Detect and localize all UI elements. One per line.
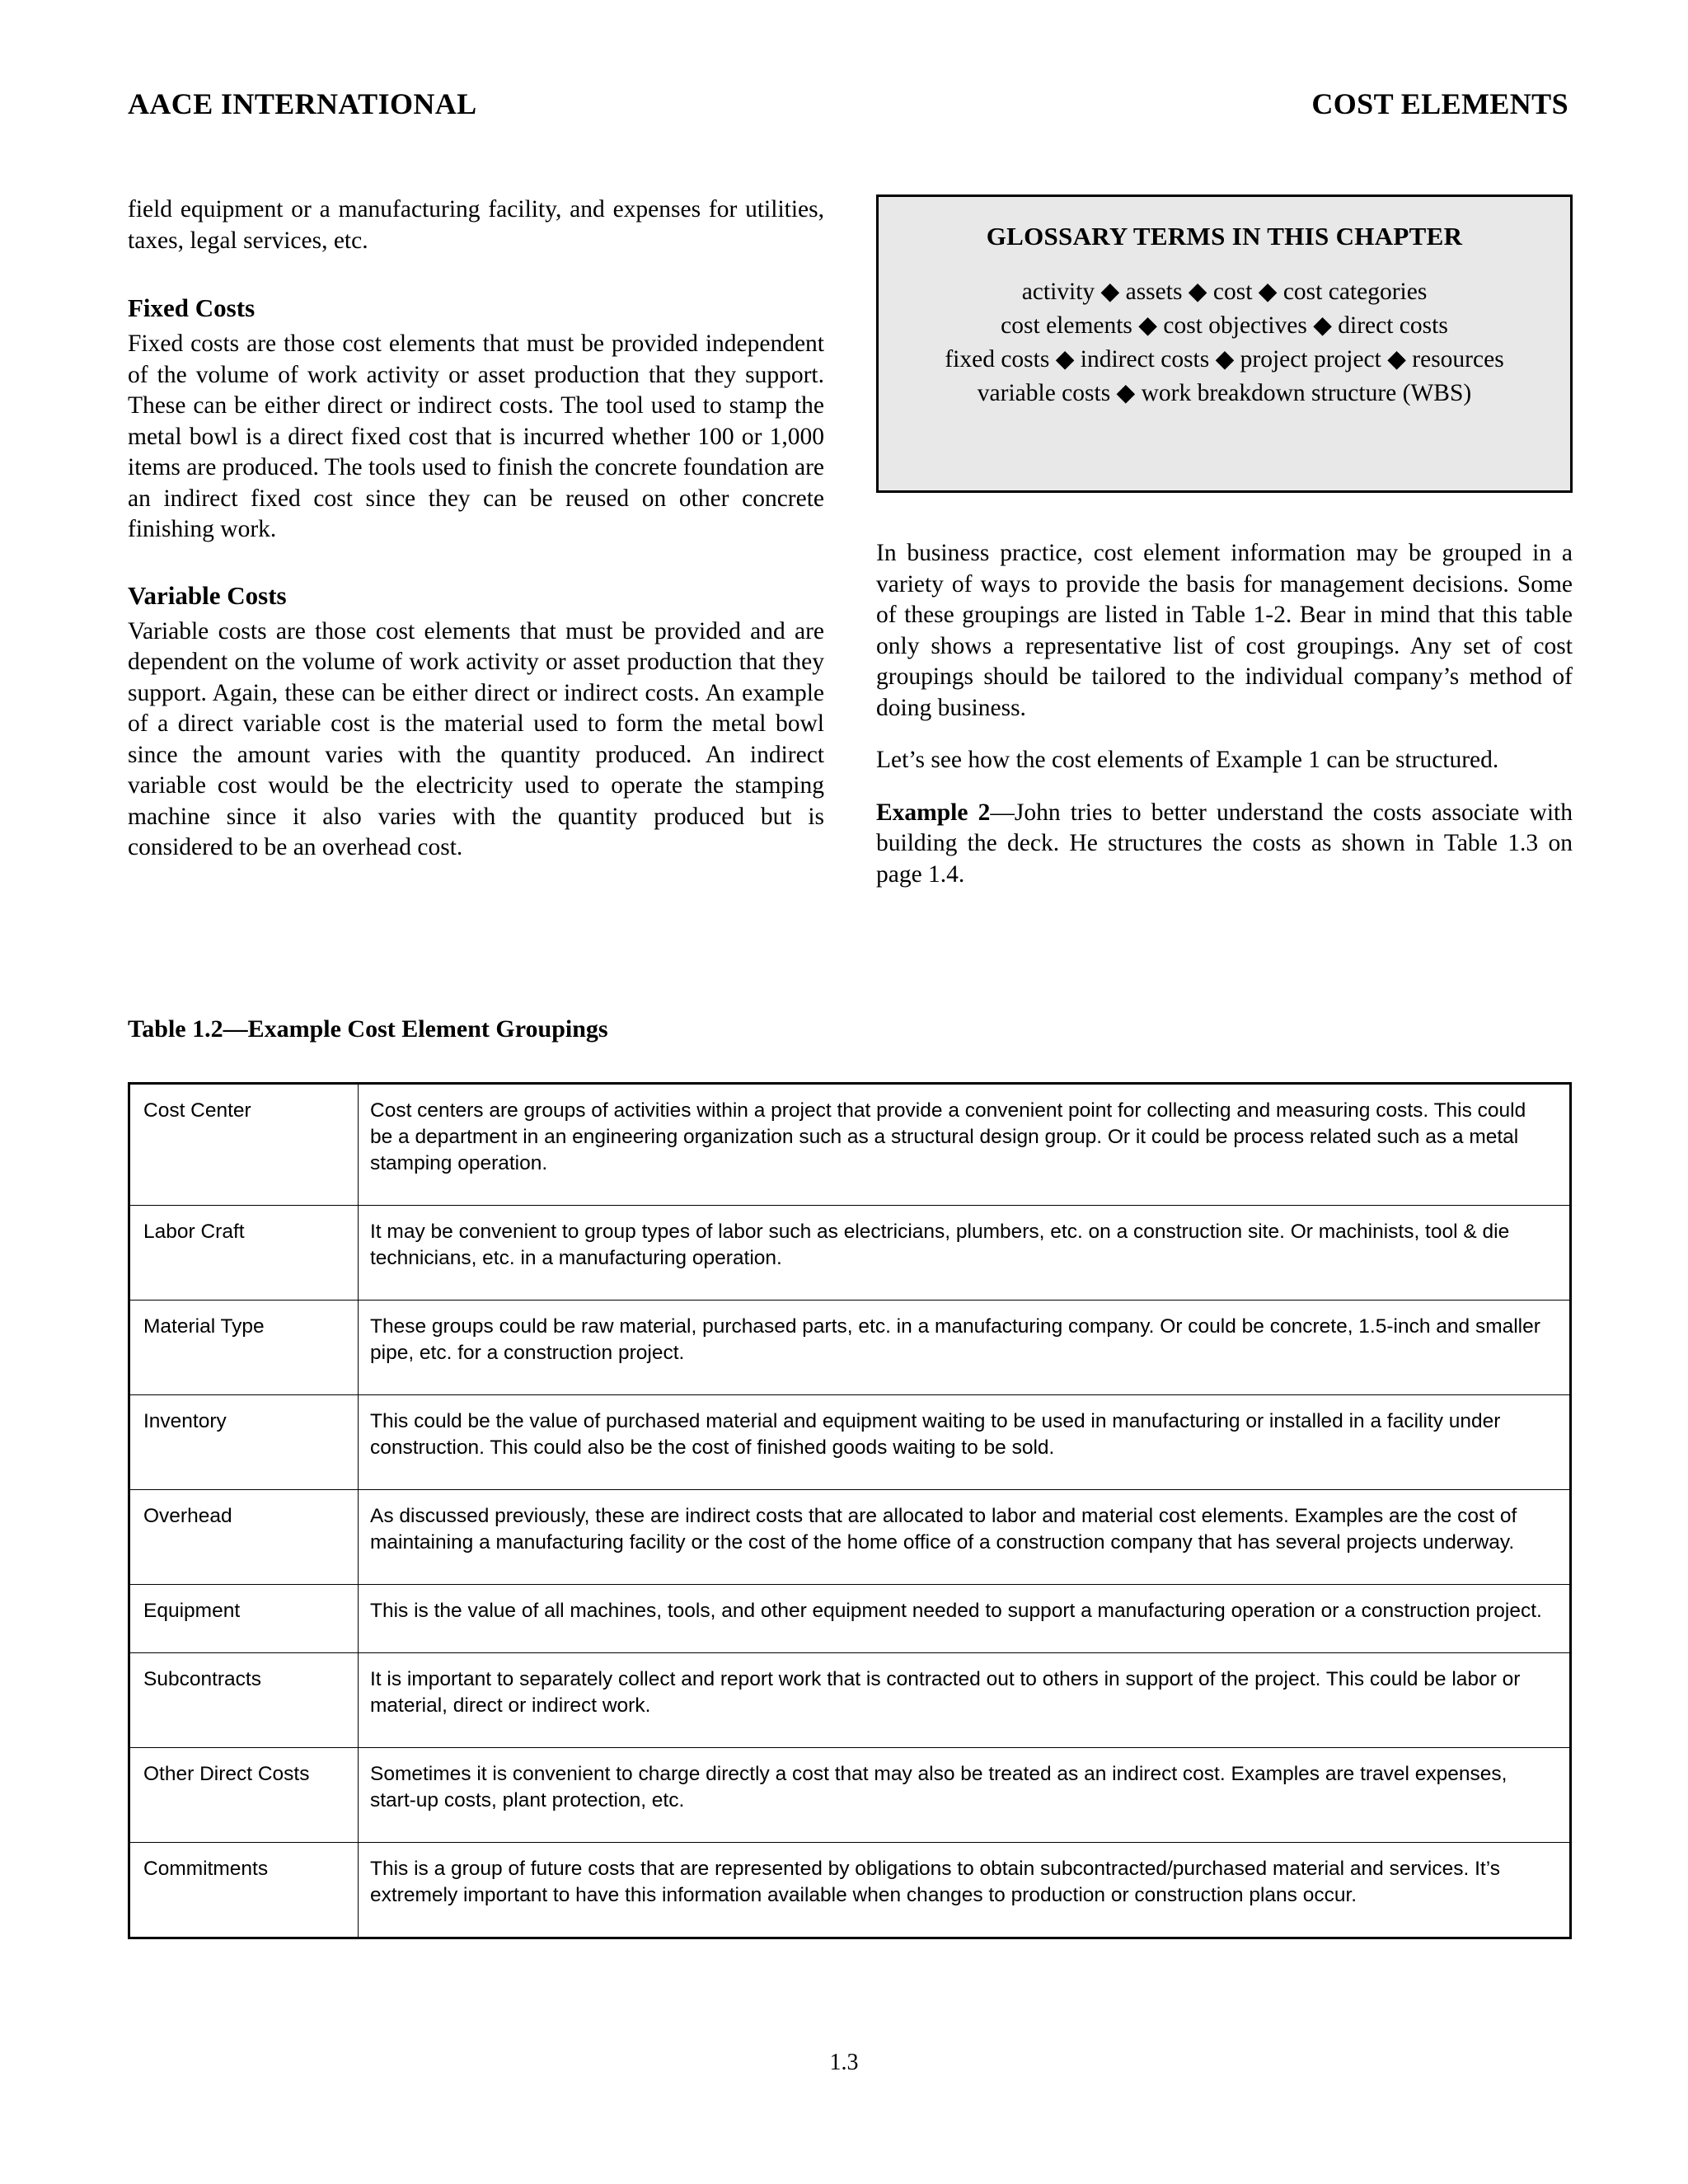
grouping-name: Labor Craft (129, 1206, 359, 1301)
grouping-description: As discussed previously, these are indirect costs that are allocated to labor and material cost elements. Examples are the cost of maintaining a manufacturing facility or the cost of the home office of a construction company that has several projects underway. (359, 1490, 1571, 1585)
table-caption: Table 1.2—Example Cost Element Groupings (128, 1015, 608, 1043)
cost-element-groupings-table-wrapper (128, 1082, 1569, 1939)
table-row (129, 1206, 1571, 1301)
table-row (129, 1748, 1571, 1843)
glossary-title: GLOSSARY TERMS IN THIS CHAPTER (986, 222, 1463, 251)
grouping-name: Commitments (129, 1843, 359, 1938)
grouping-name: Inventory (129, 1395, 359, 1490)
grouping-name: Other Direct Costs (129, 1748, 359, 1843)
glossary-line: cost elements ◆ cost objectives ◆ direct costs (1001, 312, 1448, 340)
glossary-line: fixed costs ◆ indirect costs ◆ project project ◆ resources (945, 346, 1504, 373)
cost-element-groupings-table (128, 1082, 1572, 1939)
heading-fixed-costs: Fixed Costs (128, 293, 256, 322)
page-number: 1.3 (829, 2050, 859, 2075)
grouping-name: Equipment (129, 1585, 359, 1653)
grouping-description: These groups could be raw material, purchased parts, etc. in a manufacturing company. Or could be concrete, 1.5-inch and smaller pipe, etc. for a construction project. (359, 1301, 1571, 1395)
running-head-right: COST ELEMENTS (1311, 87, 1568, 120)
fixed-costs-paragraph: Fixed costs are those cost elements that must be provided independent of the volume of work activity or asset production that they support. These can be either direct or indirect costs. The tool used to stamp the metal bowl is a direct fixed cost that is incurred whether 100 or 1,000 items are produced. The tools used to finish the concrete foundation are an indirect fixed cost since they can be reused on other concrete finishing work. (128, 330, 824, 542)
grouping-name: Overhead (129, 1490, 359, 1585)
right-paragraph-2: Let’s see how the cost elements of Example 1 can be structured. (876, 747, 1499, 773)
table-row (129, 1843, 1571, 1938)
table-row (129, 1395, 1571, 1490)
grouping-description: It is important to separately collect and report work that is contracted out to others in support of the project. This could be labor or material, direct or indirect work. (359, 1653, 1571, 1748)
right-paragraph-1: In business practice, cost element information may be grouped in a variety of ways to provide the basis for management decisions. Some of these groupings are listed in Table 1-2. Bear in mind that this table only shows a representative list of cost groupings. Any set of cost groupings should be tailored to the individual company’s method of doing business. (876, 540, 1573, 721)
intro-paragraph: field equipment or a manufacturing facility, and expenses for utilities, taxes, legal services, etc. (128, 196, 824, 254)
grouping-description: This is the value of all machines, tools, and other equipment needed to support a manufacturing operation or a construction project. (359, 1585, 1571, 1653)
grouping-name: Material Type (129, 1301, 359, 1395)
left-text-column (128, 194, 824, 864)
grouping-description: It may be convenient to group types of labor such as electricians, plumbers, etc. on a construction site. Or machinists, tool & die technicians, etc. in a manufacturing operation. (359, 1206, 1571, 1301)
heading-variable-costs: Variable Costs (128, 580, 287, 610)
running-head (128, 89, 1568, 119)
grouping-name: Subcontracts (129, 1653, 359, 1748)
running-head-left: AACE INTERNATIONAL (128, 87, 477, 120)
glossary-terms-box (876, 194, 1573, 493)
grouping-description: Cost centers are groups of activities within a project that provide a convenient point for collecting and measuring costs. This could be a department in an engineering organization such as a structural design group. Or it could be process related such as a metal stamping operation. (359, 1084, 1571, 1206)
grouping-description: This is a group of future costs that are represented by obligations to obtain subcontracted/purchased material and services. It’s extremely important to have this information available when changes to production or construction plans occur. (359, 1843, 1571, 1938)
example-2-paragraph (876, 798, 1573, 891)
grouping-description: Sometimes it is convenient to charge directly a cost that may also be treated as an indirect cost. Examples are travel expenses, start-up costs, plant protection, etc. (359, 1748, 1571, 1843)
table-row (129, 1084, 1571, 1206)
right-text-column (876, 538, 1573, 890)
table-row (129, 1490, 1571, 1585)
glossary-line: activity ◆ assets ◆ cost ◆ cost categories (1021, 279, 1428, 306)
example-2-label: Example 2 (876, 799, 991, 826)
table-row (129, 1653, 1571, 1748)
glossary-term-list (879, 251, 1570, 410)
table-row (129, 1301, 1571, 1395)
grouping-description: This could be the value of purchased material and equipment waiting to be used in manufacturing or installed in a facility under construction. This could also be the cost of finished goods waiting to be sold. (359, 1395, 1571, 1490)
grouping-name: Cost Center (129, 1084, 359, 1206)
example-2-text: —John tries to better understand the costs associate with building the deck. He structures the costs as shown in Table 1.3 on page 1.4. (876, 799, 1573, 888)
variable-costs-paragraph: Variable costs are those cost elements that must be provided and are dependent on the volume of work activity or asset production that they support. Again, these can be either direct or indirect costs. An example of a direct variable cost is the material used to form the metal bowl since the amount varies with the quantity produced. An indirect variable cost would be the electricity used to operate the stamping machine since it also varies with the quantity produced but is considered to be an overhead cost. (128, 617, 824, 860)
glossary-line: variable costs ◆ work breakdown structure (WBS) (977, 380, 1472, 407)
table-row (129, 1585, 1571, 1653)
